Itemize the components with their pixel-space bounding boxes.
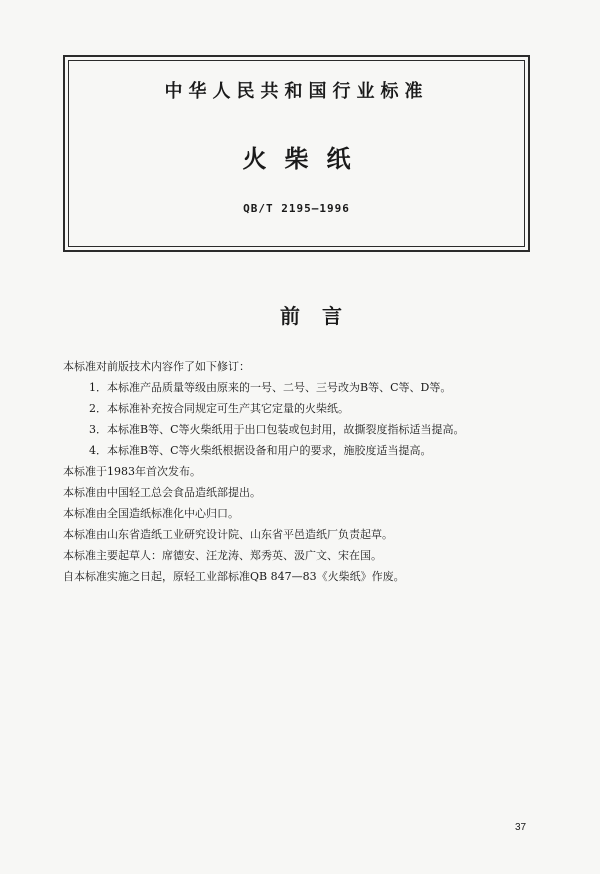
preface-body (63, 356, 543, 587)
standard-header-frame (63, 55, 530, 252)
standard-code: QB/T 2195—1996 (243, 202, 350, 215)
revision-item: 3．本标准B等、C等火柴纸用于出口包装或包封用，故撕裂度指标适当提高。 (89, 423, 465, 436)
preface-statement: 自本标准实施之日起，原轻工业部标准QB 847—83《火柴纸》作废。 (63, 570, 405, 583)
preface-statement: 本标准由山东省造纸工业研究设计院、山东省平邑造纸厂负责起草。 (63, 528, 393, 541)
page-number: 37 (515, 822, 527, 833)
preface-statement: 本标准由全国造纸标准化中心归口。 (63, 507, 239, 520)
revision-item: 2．本标准补充按合同规定可生产其它定量的火柴纸。 (89, 402, 349, 415)
revision-item: 4．本标准B等、C等火柴纸根据设备和用户的要求，施胶度适当提高。 (89, 444, 432, 457)
preface-statement: 本标准由中国轻工总会食品造纸部提出。 (63, 486, 261, 499)
preface-statement: 本标准主要起草人：席德安、汪龙涛、郑秀英、汲广文、宋在国。 (63, 549, 382, 562)
document-title: 火柴纸 (242, 144, 369, 173)
standard-organization: 中华人民共和国行业标准 (164, 81, 429, 102)
revision-item: 1．本标准产品质量等级由原来的一号、二号、三号改为B等、C等、D等。 (89, 381, 452, 394)
preface-intro: 本标准对前版技术内容作了如下修订： (63, 360, 250, 373)
preface-statement: 本标准于1983年首次发布。 (63, 465, 201, 478)
preface-heading: 前言 (280, 304, 364, 328)
